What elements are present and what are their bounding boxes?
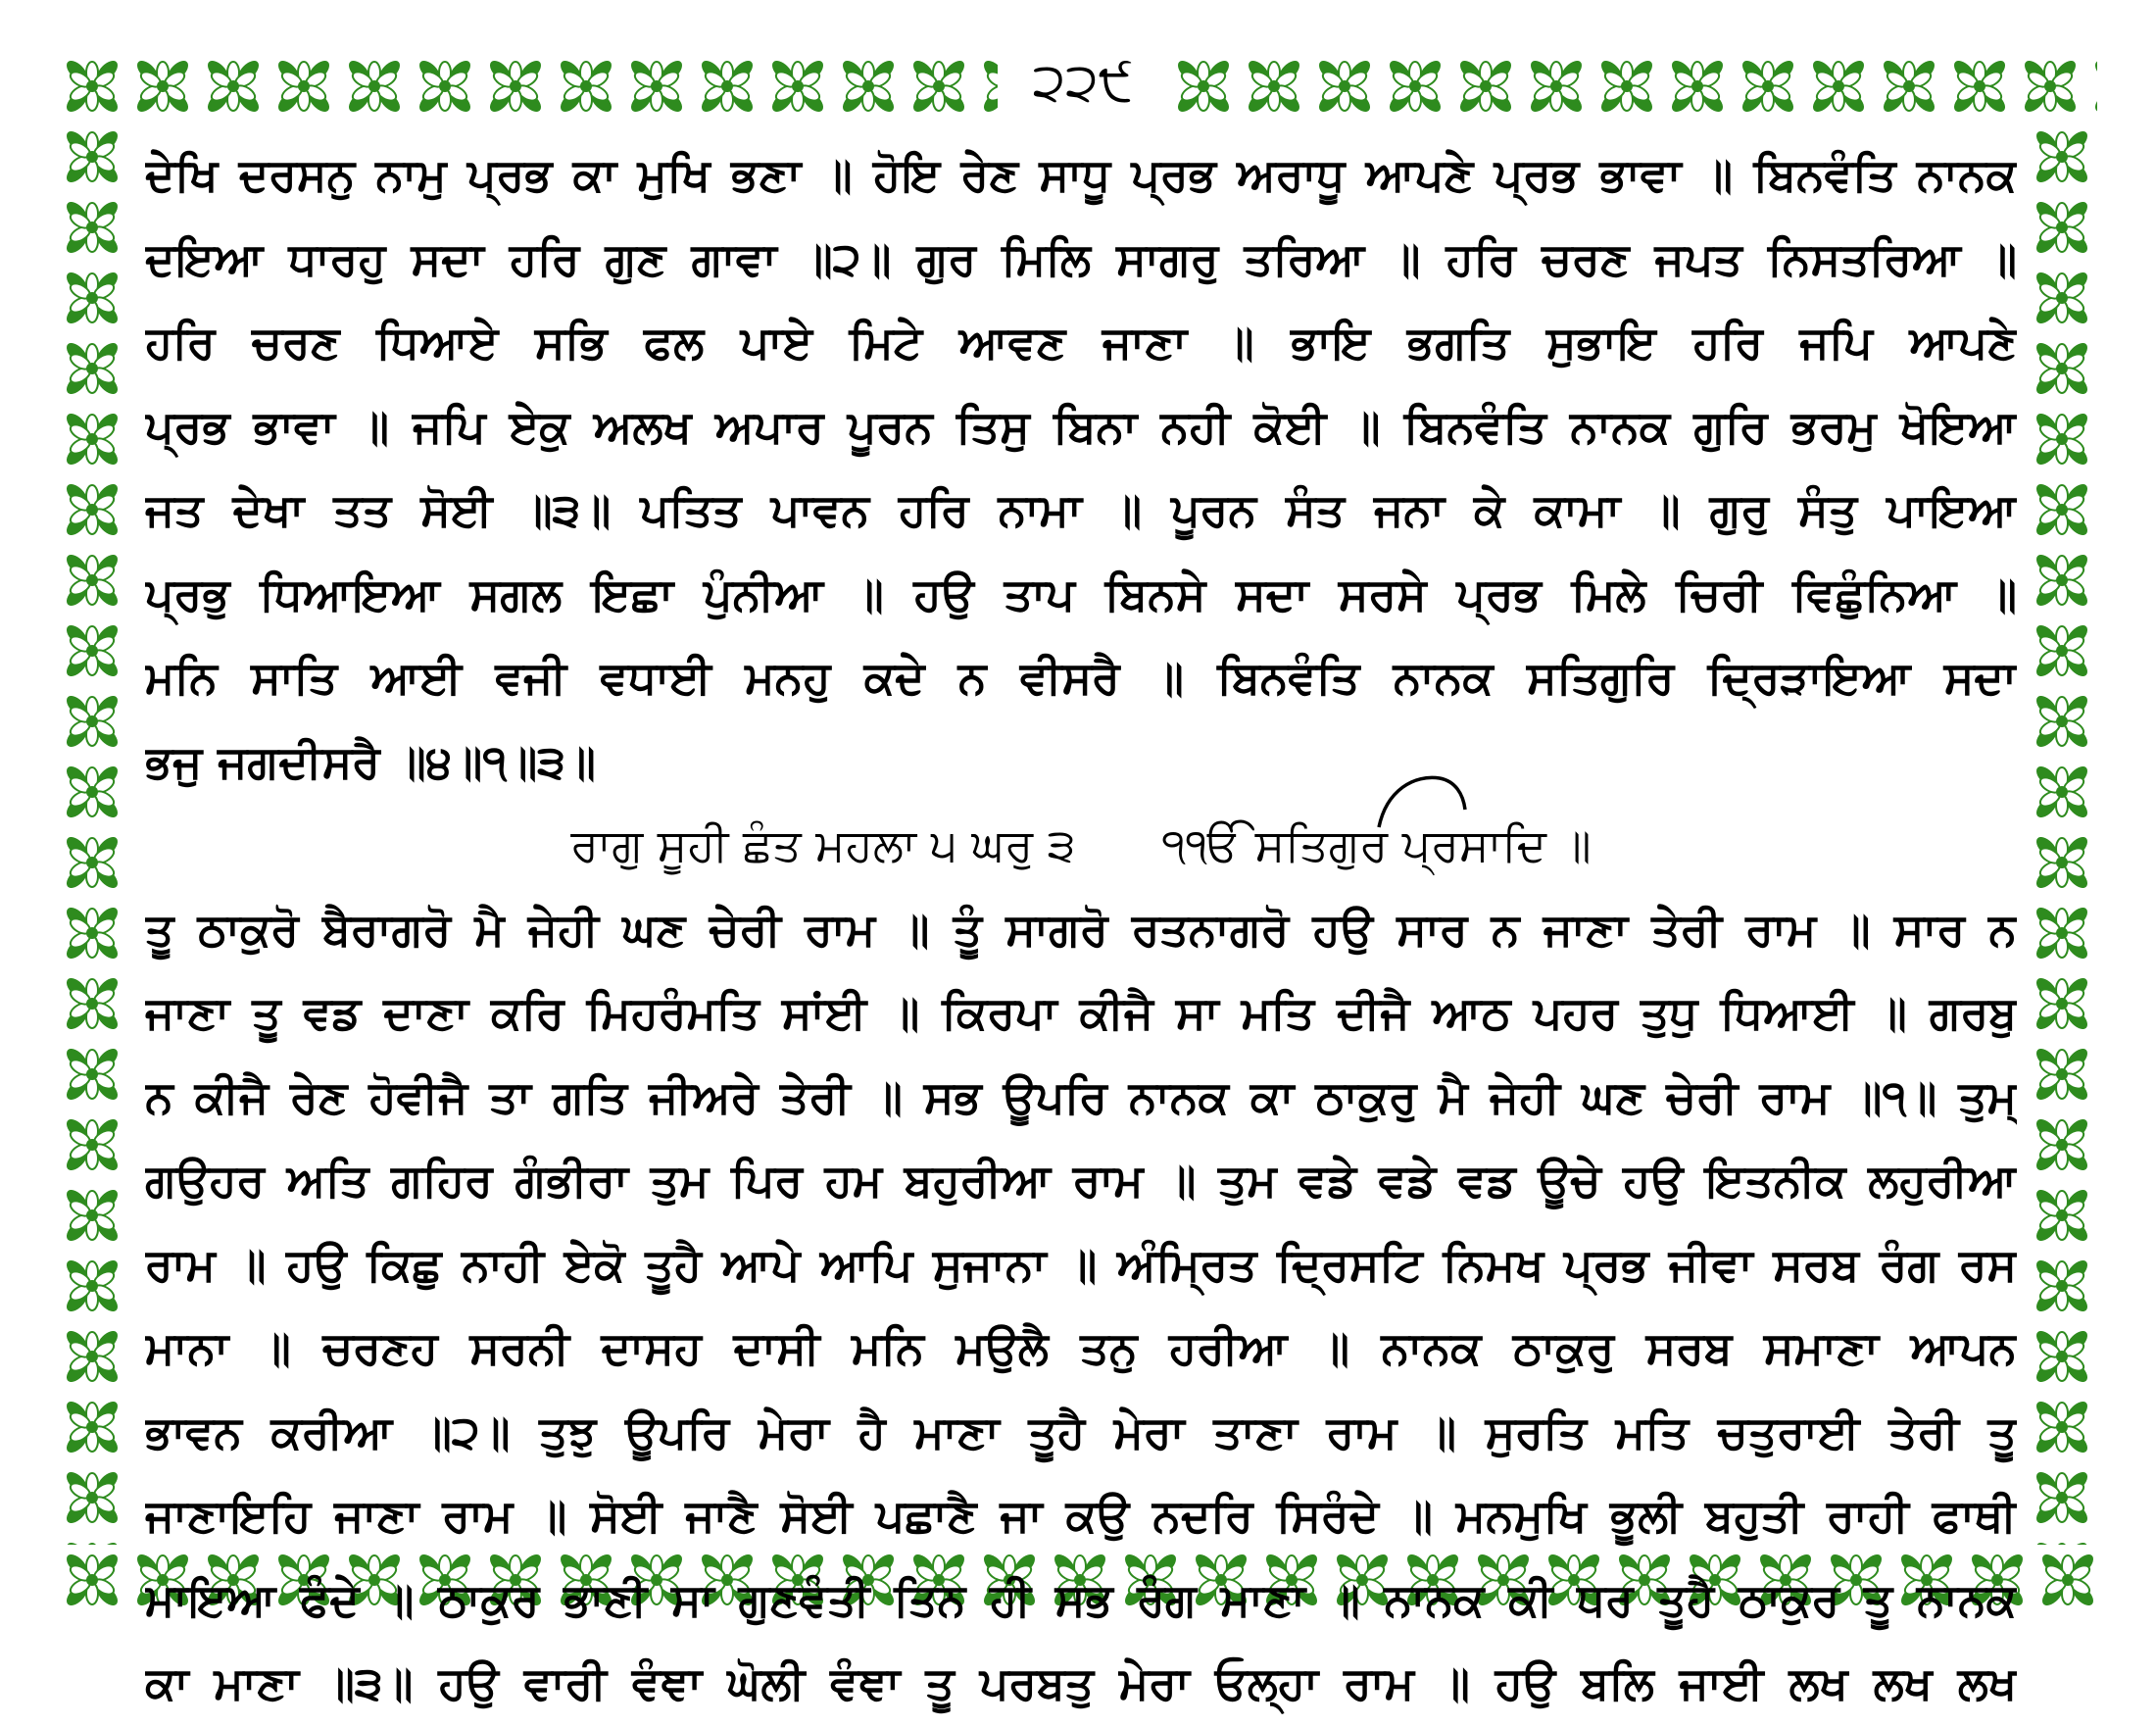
floral-rosette-icon xyxy=(57,51,127,122)
floral-rosette-icon xyxy=(269,51,339,122)
text-line: ਰਾਮ ॥ ਹਉ ਕਿਛੁ ਨਾਹੀ ਏਕੋ ਤੂਹੈ ਆਪੇ ਆਪਿ ਸੁਜਾਨਾ ॥ ਅੰਮ੍ਰਿਤ ਦ੍ਰਿਸਟਿ ਨਿਮਖ ਪ੍ਰਭ ਜੀਵਾ ਸਰਬ ਰੰਗ ਰਸ xyxy=(145,1237,2017,1291)
floral-rosette-icon xyxy=(904,51,974,122)
floral-rosette-icon xyxy=(833,51,904,122)
floral-rosette-icon xyxy=(57,1392,127,1462)
floral-rosette-icon xyxy=(2015,51,2085,122)
floral-rosette-icon xyxy=(2027,757,2097,827)
floral-rosette-icon xyxy=(1239,51,1309,122)
floral-rosette-icon xyxy=(2027,686,2097,757)
floral-rosette-icon xyxy=(127,51,198,122)
floral-rosette-icon xyxy=(1168,51,1239,122)
shabad-heading-wrap xyxy=(145,804,2017,888)
floral-rosette-icon xyxy=(410,51,480,122)
floral-rosette-icon xyxy=(1874,51,1944,122)
text-line: ਪ੍ਰਭ ਭਾਵਾ ॥ ਜਪਿ ਏਕੁ ਅਲਖ ਅਪਾਰ ਪੂਰਨ ਤਿਸੁ ਬਿਨਾ ਨਹੀ ਕੋਈ ॥ ਬਿਨਵੰਤਿ ਨਾਨਕ ਗੁਰਿ ਭਰਮੁ ਖੋਇਆ xyxy=(145,399,2017,453)
floral-rosette-icon xyxy=(57,968,127,1039)
floral-rosette-icon xyxy=(57,1533,127,1545)
floral-rosette-icon xyxy=(57,404,127,474)
floral-rosette-icon xyxy=(57,1180,127,1251)
floral-rosette-icon xyxy=(339,51,410,122)
floral-rosette-icon xyxy=(1662,51,1733,122)
text-line: ਕਾ ਮਾਣਾ ॥੩॥ ਹਉ ਵਾਰੀ ਵੰਞਾ ਘੋਲੀ ਵੰਞਾ ਤੂ ਪਰਬਤੁ ਮੇਰਾ ਓਲ੍ਹਾ ਰਾਮ ॥ ਹਉ ਬਲਿ ਜਾਈ ਲਖ ਲਖ ਲਖ xyxy=(145,1656,2017,1709)
floral-rosette-icon xyxy=(621,51,692,122)
floral-rosette-icon xyxy=(1733,51,1803,122)
floral-rosette-icon xyxy=(2027,1039,2097,1110)
floral-rosette-icon xyxy=(2027,1180,2097,1251)
floral-rosette-icon xyxy=(1380,51,1450,122)
page-number: ੨੨੯ xyxy=(1032,51,1134,113)
text-line: ਜਤ ਦੇਖਾ ਤਤ ਸੋਈ ॥੩॥ ਪਤਿਤ ਪਾਵਨ ਹਰਿ ਨਾਮਾ ॥ ਪੂਰਨ ਸੰਤ ਜਨਾ ਕੇ ਕਾਮਾ ॥ ਗੁਰੁ ਸੰਤੁ ਪਾਇਆ xyxy=(145,483,2017,536)
floral-rosette-icon xyxy=(2027,827,2097,898)
floral-rosette-icon xyxy=(2027,122,2097,192)
text-line: ਪ੍ਰਭੁ ਧਿਆਇਆ ਸਗਲ ਇਛਾ ਪੁੰਨੀਆ ॥ ਹਉ ਤਾਪ ਬਿਨਸੇ ਸਦਾ ਸਰਸੇ ਪ੍ਰਭ ਮਿਲੇ ਚਿਰੀ ਵਿਛੁੰਨਿਆ ॥ xyxy=(145,567,2017,620)
floral-rosette-icon xyxy=(57,192,127,263)
floral-rosette-icon xyxy=(57,1462,127,1533)
gurbani-text xyxy=(145,133,2017,1726)
floral-rosette-icon xyxy=(57,545,127,616)
text-line: ਜਾਣਾ ਤੂ ਵਡ ਦਾਣਾ ਕਰਿ ਮਿਹਰੰਮਤਿ ਸਾਂਈ ॥ ਕਿਰਪਾ ਕੀਜੈ ਸਾ ਮਤਿ ਦੀਜੈ ਆਠ ਪਹਰ ਤੁਧੁ ਧਿਆਈ ॥ ਗਰਬੁ xyxy=(145,986,2017,1039)
floral-rosette-icon xyxy=(57,1039,127,1110)
floral-rosette-icon xyxy=(1309,51,1380,122)
text-line: ਦਇਆ ਧਾਰਹੁ ਸਦਾ ਹਰਿ ਗੁਣ ਗਾਵਾ ॥੨॥ ਗੁਰ ਮਿਲਿ ਸਾਗਰੁ ਤਰਿਆ ॥ ਹਰਿ ਚਰਣ ਜਪਤ ਨਿਸਤਰਿਆ ॥ xyxy=(145,231,2017,285)
floral-rosette-icon xyxy=(2027,404,2097,474)
floral-rosette-icon xyxy=(57,827,127,898)
shabad-heading: ਰਾਗੁ ਸੂਹੀ ਛੰਤ ਮਹਲਾ ੫ ਘਰੁ ੩ ੧ੴ ਸਤਿਗੁਰ ਪ੍ਰਸਾਦਿ ॥ xyxy=(570,818,1592,871)
floral-rosette-icon xyxy=(1521,51,1592,122)
floral-rosette-icon xyxy=(2027,545,2097,616)
floral-rosette-icon xyxy=(2027,898,2097,968)
floral-rosette-icon xyxy=(57,1251,127,1321)
floral-rosette-icon xyxy=(57,757,127,827)
floral-rosette-icon xyxy=(57,1110,127,1180)
text-line: ਮਨਿ ਸਾਤਿ ਆਈ ਵਜੀ ਵਧਾਈ ਮਨਹੁ ਕਦੇ ਨ ਵੀਸਰੈ ॥ ਬਿਨਵੰਤਿ ਨਾਨਕ ਸਤਿਗੁਰਿ ਦ੍ਰਿੜਾਇਆ ਸਦਾ xyxy=(145,651,2017,704)
floral-rosette-icon xyxy=(57,122,127,192)
text-line: ਗਉਹਰ ਅਤਿ ਗਹਿਰ ਗੰਭੀਰਾ ਤੁਮ ਪਿਰ ਹਮ ਬਹੁਰੀਆ ਰਾਮ ॥ ਤੁਮ ਵਡੇ ਵਡੇ ਵਡ ਊਚੇ ਹਉ ਇਤਨੀਕ ਲਹੁਰੀਆ xyxy=(145,1154,2017,1207)
floral-rosette-icon xyxy=(57,898,127,968)
floral-rosette-icon xyxy=(57,1545,127,1615)
floral-rosette-icon xyxy=(57,686,127,757)
floral-rosette-icon xyxy=(2027,1251,2097,1321)
floral-border-left xyxy=(57,122,127,1545)
floral-rosette-icon xyxy=(2027,1392,2097,1462)
floral-border-top-left xyxy=(57,51,998,122)
floral-rosette-icon xyxy=(551,51,621,122)
floral-rosette-icon xyxy=(2027,1533,2097,1545)
floral-rosette-icon xyxy=(57,333,127,404)
floral-rosette-icon xyxy=(1803,51,1874,122)
floral-rosette-icon xyxy=(2027,263,2097,333)
floral-rosette-icon xyxy=(2027,1110,2097,1180)
floral-rosette-icon xyxy=(2027,1462,2097,1533)
ik-onkar-arc-icon xyxy=(1375,770,1469,829)
floral-rosette-icon xyxy=(2085,51,2097,122)
floral-border-top-right xyxy=(1168,51,2097,122)
text-line: ਭਾਵਨ ਕਰੀਆ ॥੨॥ ਤੁਝੁ ਊਪਰਿ ਮੇਰਾ ਹੈ ਮਾਣਾ ਤੂਹੈ ਮੇਰਾ ਤਾਣਾ ਰਾਮ ॥ ਸੁਰਤਿ ਮਤਿ ਚਤੁਰਾਈ ਤੇਰੀ ਤੂ xyxy=(145,1405,2017,1458)
floral-rosette-icon xyxy=(57,263,127,333)
floral-rosette-icon xyxy=(2027,192,2097,263)
floral-rosette-icon xyxy=(1592,51,1662,122)
floral-rosette-icon xyxy=(1944,51,2015,122)
floral-rosette-icon xyxy=(2027,474,2097,545)
floral-rosette-icon xyxy=(2027,616,2097,686)
floral-rosette-icon xyxy=(762,51,833,122)
floral-rosette-icon xyxy=(480,51,551,122)
text-line: ਮਾਇਆ ਫੰਦੇ ॥ ਠਾਕੁਰ ਭਾਣੀ ਸਾ ਗੁਣਵੰਤੀ ਤਿਨ ਹੀ ਸਭ ਰੰਗ ਮਾਣਾ ॥ ਨਾਨਕ ਕੀ ਧਰ ਤੂਹੈ ਠਾਕੁਰ ਤੂ ਨਾਨਕ xyxy=(145,1572,2017,1626)
floral-rosette-icon xyxy=(57,616,127,686)
text-line: ਹਰਿ ਚਰਣ ਧਿਆਏ ਸਭਿ ਫਲ ਪਾਏ ਮਿਟੇ ਆਵਣ ਜਾਣਾ ॥ ਭਾਇ ਭਗਤਿ ਸੁਭਾਇ ਹਰਿ ਜਪਿ ਆਪਣੇ xyxy=(145,316,2017,369)
text-line: ਮਾਨਾ ॥ ਚਰਣਹ ਸਰਨੀ ਦਾਸਹ ਦਾਸੀ ਮਨਿ ਮਉਲੈ ਤਨੁ ਹਰੀਆ ॥ ਨਾਨਕ ਠਾਕੁਰੁ ਸਰਬ ਸਮਾਣਾ ਆਪਨ xyxy=(145,1321,2017,1374)
text-line: ਭਜੁ ਜਗਦੀਸਰੈ ॥੪॥੧॥੩॥ xyxy=(145,734,596,788)
floral-rosette-icon xyxy=(57,474,127,545)
floral-rosette-icon xyxy=(2027,1321,2097,1392)
floral-rosette-icon xyxy=(2033,1545,2097,1615)
floral-rosette-icon xyxy=(2027,333,2097,404)
floral-border-right xyxy=(2027,122,2097,1545)
floral-rosette-icon xyxy=(57,1321,127,1392)
floral-rosette-icon xyxy=(974,51,998,122)
floral-rosette-icon xyxy=(2027,968,2097,1039)
text-line: ਤੂ ਠਾਕੁਰੋ ਬੈਰਾਗਰੋ ਮੈ ਜੇਹੀ ਘਣ ਚੇਰੀ ਰਾਮ ॥ ਤੂੰ ਸਾਗਰੋ ਰਤਨਾਗਰੋ ਹਉ ਸਾਰ ਨ ਜਾਣਾ ਤੇਰੀ ਰਾਮ ॥ ਸਾਰ ਨ xyxy=(145,902,2017,956)
floral-rosette-icon xyxy=(198,51,269,122)
floral-rosette-icon xyxy=(692,51,762,122)
text-line: ਜਾਣਾਇਹਿ ਜਾਣਾ ਰਾਮ ॥ ਸੋਈ ਜਾਣੈ ਸੋਈ ਪਛਾਣੈ ਜਾ ਕਉ ਨਦਰਿ ਸਿਰੰਦੇ ॥ ਮਨਮੁਖਿ ਭੂਲੀ ਬਹੁਤੀ ਰਾਹੀ ਫਾਥੀ xyxy=(145,1489,2017,1542)
text-line: ਦੇਖਿ ਦਰਸਨੁ ਨਾਮੁ ਪ੍ਰਭ ਕਾ ਮੁਖਿ ਭਣਾ ॥ ਹੋਇ ਰੇਣ ਸਾਧੂ ਪ੍ਰਭ ਅਰਾਧੂ ਆਪਣੇ ਪ੍ਰਭ ਭਾਵਾ ॥ ਬਿਨਵੰਤਿ ਨਾਨਕ xyxy=(145,148,2017,201)
text-line: ਨ ਕੀਜੈ ਰੇਣ ਹੋਵੀਜੈ ਤਾ ਗਤਿ ਜੀਅਰੇ ਤੇਰੀ ॥ ਸਭ ਊਪਰਿ ਨਾਨਕ ਕਾ ਠਾਕੁਰੁ ਮੈ ਜੇਹੀ ਘਣ ਚੇਰੀ ਰਾਮ ॥੧॥ ਤੁਮ੍ xyxy=(145,1069,2017,1123)
floral-rosette-icon xyxy=(1450,51,1521,122)
